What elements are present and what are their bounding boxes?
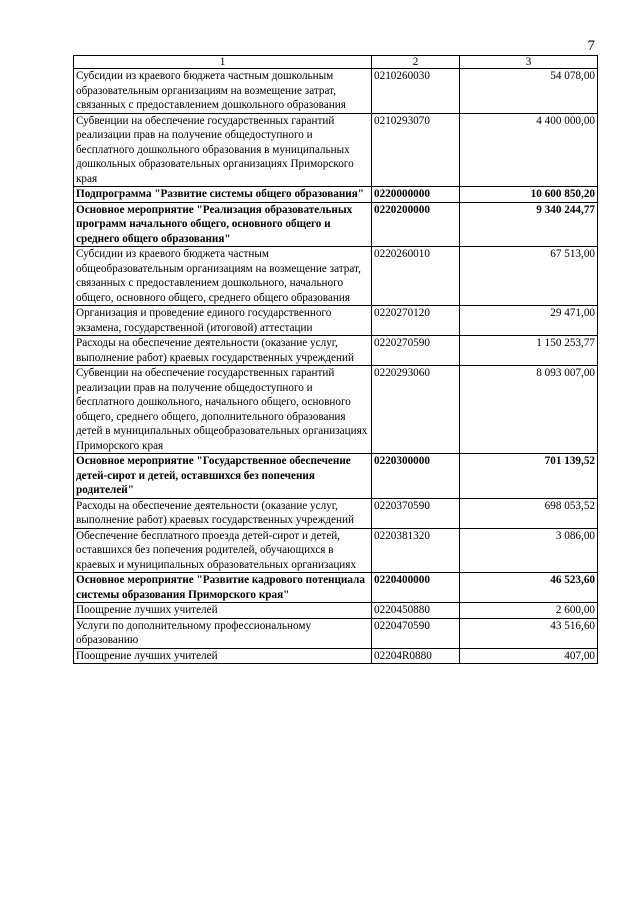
table-row (74, 202, 598, 247)
budget-table (73, 55, 598, 664)
row-name-cell: Поощрение лучших учителей (74, 603, 372, 619)
row-name-cell: Субвенции на обеспечение государственных гарантий реализации прав на получение общедоступного и бесплатного дошкольного, начального общего, основного общего, среднего общего, дополнительного образования детей в муниципальных общеобразовательных организациях Приморского края (74, 366, 372, 454)
table-body (74, 56, 598, 664)
row-amount-cell: 9 340 244,77 (460, 202, 598, 247)
row-name-cell: Основное мероприятие "Реализация образовательных программ начального общего, основного общего и среднего общего образования" (74, 202, 372, 247)
row-code-cell: 0220000000 (372, 187, 460, 203)
table-row (74, 69, 598, 114)
row-amount-cell: 54 078,00 (460, 69, 598, 114)
row-amount-cell: 43 516,60 (460, 618, 598, 648)
table-row (74, 618, 598, 648)
row-name-cell: Субвенции на обеспечение государственных гарантий реализации прав на получение общедоступного и бесплатного дошкольного образования в муниципальных дошкольных образовательных организациях Приморского края (74, 113, 372, 187)
table-row (74, 247, 598, 306)
row-amount-cell: 407,00 (460, 648, 598, 664)
row-amount-cell: 701 139,52 (460, 454, 598, 499)
row-name-cell: Расходы на обеспечение деятельности (оказание услуг, выполнение работ) краевых государственных учреждений (74, 336, 372, 366)
row-code-cell: 0220400000 (372, 573, 460, 603)
row-code-cell: 0220450880 (372, 603, 460, 619)
row-name-cell: Субсидии из краевого бюджета частным общеобразовательным организациям на возмещение затрат, связанных с предоставлением дошкольного, начального общего, основного общего, среднего общего образования (74, 247, 372, 306)
row-code-cell: 0220270590 (372, 336, 460, 366)
row-amount-cell: 67 513,00 (460, 247, 598, 306)
page-number: 7 (587, 38, 595, 54)
row-name-cell: Подпрограмма "Развитие системы общего образования" (74, 187, 372, 203)
table-row (74, 113, 598, 187)
row-name-cell: Основное мероприятие "Государственное обеспечение детей-сирот и детей, оставшихся без попечения родителей" (74, 454, 372, 499)
row-amount-cell: 4 400 000,00 (460, 113, 598, 187)
table-row (74, 336, 598, 366)
row-name-cell: Субсидии из краевого бюджета частным дошкольным образовательным организациям на возмещение затрат, связанных с предоставлением дошкольного образования (74, 69, 372, 114)
table-row (74, 306, 598, 336)
row-code-cell: 0220381320 (372, 528, 460, 573)
table-row (74, 454, 598, 499)
table-row (74, 648, 598, 664)
table-row (74, 366, 598, 454)
table-row (74, 603, 598, 619)
row-amount-cell: 8 093 007,00 (460, 366, 598, 454)
row-code-cell: 0210260030 (372, 69, 460, 114)
table-row (74, 187, 598, 203)
row-amount-cell: 29 471,00 (460, 306, 598, 336)
row-code-cell: 0210293070 (372, 113, 460, 187)
row-code-cell: 0220470590 (372, 618, 460, 648)
row-name-cell: Расходы на обеспечение деятельности (оказание услуг, выполнение работ) краевых государственных учреждений (74, 498, 372, 528)
row-name-cell: Основное мероприятие "Развитие кадрового потенциала системы образования Приморского края" (74, 573, 372, 603)
row-name-cell: Организация и проведение единого государственного экзамена, государственной (итоговой) аттестации (74, 306, 372, 336)
row-amount-cell: 46 523,60 (460, 573, 598, 603)
row-code-cell: 0220300000 (372, 454, 460, 499)
row-code-cell: 0220200000 (372, 202, 460, 247)
column-header-3: 3 (460, 56, 598, 69)
row-amount-cell: 698 053,52 (460, 498, 598, 528)
row-code-cell: 0220270120 (372, 306, 460, 336)
table-header-row (74, 56, 598, 69)
row-name-cell: Обеспечение бесплатного проезда детей-сирот и детей, оставшихся без попечения родителей, обучающихся в краевых и муниципальных образовательных организациях (74, 528, 372, 573)
row-code-cell: 02204R0880 (372, 648, 460, 664)
row-name-cell: Услуги по дополнительному профессиональному образованию (74, 618, 372, 648)
row-amount-cell: 2 600,00 (460, 603, 598, 619)
table-row (74, 573, 598, 603)
column-header-2: 2 (372, 56, 460, 69)
row-code-cell: 0220370590 (372, 498, 460, 528)
row-code-cell: 0220260010 (372, 247, 460, 306)
table-row (74, 498, 598, 528)
column-header-1: 1 (74, 56, 372, 69)
row-code-cell: 0220293060 (372, 366, 460, 454)
row-amount-cell: 1 150 253,77 (460, 336, 598, 366)
row-amount-cell: 10 600 850,20 (460, 187, 598, 203)
row-amount-cell: 3 086,00 (460, 528, 598, 573)
row-name-cell: Поощрение лучших учителей (74, 648, 372, 664)
table-row (74, 528, 598, 573)
